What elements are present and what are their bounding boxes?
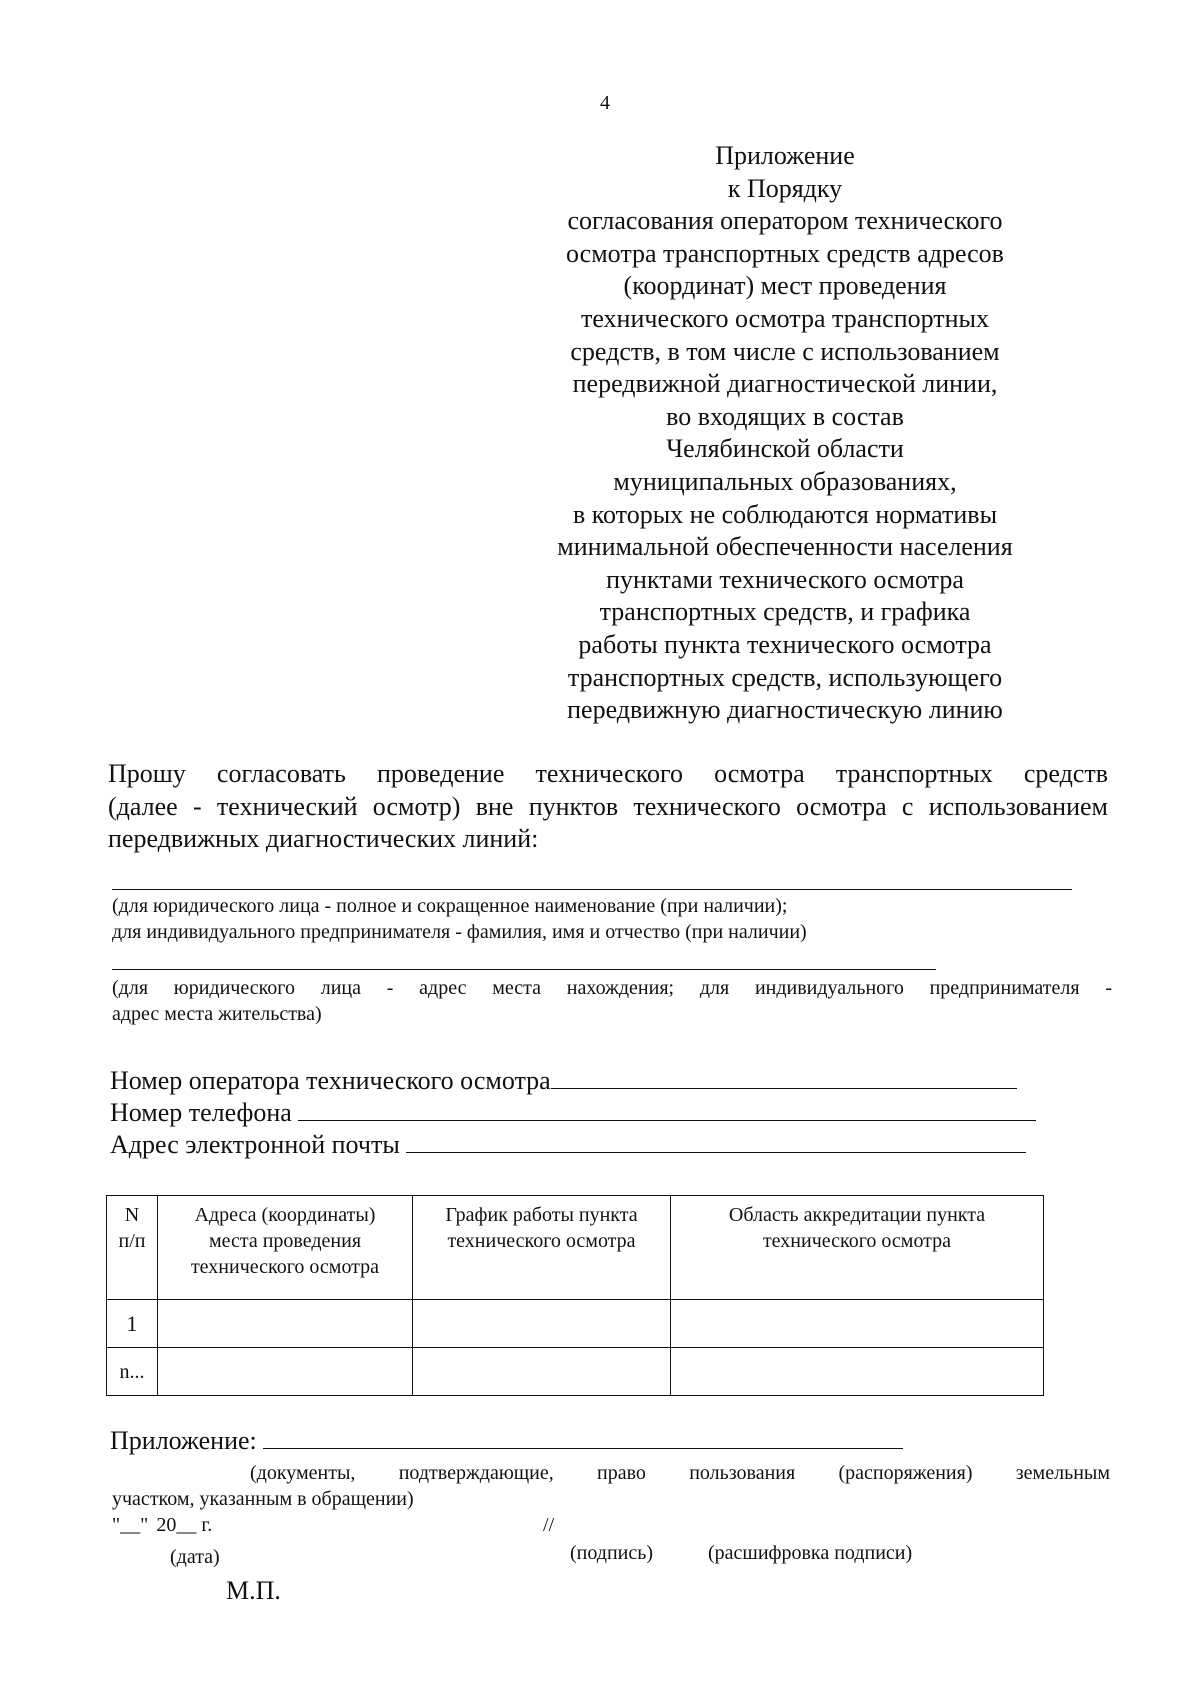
applicant-address-line[interactable] bbox=[112, 969, 936, 970]
year-text: 20__ г. bbox=[156, 1514, 213, 1536]
table-cell[interactable] bbox=[413, 1348, 671, 1396]
appendix-line: Приложение bbox=[715, 141, 855, 170]
appendix-line: (координат) мест проведения bbox=[623, 271, 947, 301]
email-field bbox=[110, 1130, 1026, 1160]
operator-number-label: Номер оператора технического осмотра bbox=[110, 1066, 551, 1095]
request-line: (далее - технический осмотр) вне пунктов технического осмотра с использованием bbox=[108, 791, 1108, 821]
table-row bbox=[107, 1348, 1044, 1396]
appendix-line: муниципальных образованиях, bbox=[613, 466, 957, 496]
table-cell: n... bbox=[107, 1348, 158, 1396]
attachment-label: Приложение: bbox=[110, 1426, 257, 1455]
appendix-line: технического осмотра транспортных bbox=[580, 303, 990, 333]
signature-label: (подпись) bbox=[570, 1542, 654, 1564]
table-cell[interactable] bbox=[413, 1300, 671, 1348]
table-row bbox=[107, 1300, 1044, 1348]
request-line: Прошу согласовать проведение технического осмотра транспортных средств bbox=[108, 759, 1108, 788]
phone-field bbox=[110, 1098, 1036, 1128]
appendix-line: в которых не соблюдаются нормативы bbox=[572, 499, 998, 529]
request-paragraph bbox=[108, 758, 1108, 856]
applicant-name-hint: (для юридического лица - полное и сокращенное наименование (при наличии); для индивидуального предпринимателя - фамилия, имя и отчество (при наличии) bbox=[112, 895, 807, 943]
table-header-cell: Адреса (координаты) места проведения технического осмотра bbox=[158, 1196, 413, 1300]
stamp-place: М.П. bbox=[226, 1576, 281, 1605]
date-field[interactable] bbox=[112, 1514, 212, 1537]
appendix-line: пунктами технического осмотра bbox=[606, 564, 964, 594]
appendix-line: работы пункта технического осмотра bbox=[578, 629, 992, 659]
email-label: Адрес электронной почты bbox=[110, 1130, 400, 1159]
appendix-line: согласования оператором технического bbox=[567, 206, 1003, 236]
operator-number-field bbox=[110, 1066, 1017, 1096]
signature-field bbox=[543, 1514, 554, 1537]
table-cell[interactable] bbox=[158, 1300, 413, 1348]
request-line: передвижных диагностических линий: bbox=[108, 824, 539, 853]
attachment-hint-line1: (документы, подтверждающие, право пользования (распоряжения) земельным bbox=[250, 1462, 1110, 1484]
appendix-header bbox=[540, 140, 1030, 727]
appendix-line: средств, в том числе с использованием bbox=[570, 336, 1000, 366]
appendix-line: Челябинской области bbox=[666, 434, 904, 464]
attachment-hint-line2: участком, указанным в обращении) bbox=[112, 1488, 414, 1510]
appendix-line: передвижной диагностической линии, bbox=[572, 369, 998, 399]
table-header-row bbox=[107, 1196, 1044, 1300]
appendix-line: к Порядку bbox=[727, 173, 843, 203]
table-cell: 1 bbox=[107, 1300, 158, 1348]
signature-slash-end: / bbox=[548, 1514, 555, 1536]
email-input[interactable] bbox=[406, 1132, 1026, 1153]
appendix-line: во входящих в состав bbox=[666, 401, 904, 431]
table-cell[interactable] bbox=[671, 1348, 1044, 1396]
table-cell[interactable] bbox=[158, 1348, 413, 1396]
appendix-line: транспортных средств, и графика bbox=[599, 597, 971, 627]
table-header-cell: График работы пункта технического осмотра bbox=[413, 1196, 671, 1300]
phone-input[interactable] bbox=[298, 1100, 1036, 1121]
attachment-field bbox=[110, 1426, 903, 1456]
appendix-line: минимальной обеспеченности населения bbox=[557, 532, 1013, 562]
appendix-line: транспортных средств, использующего bbox=[567, 662, 1003, 692]
appendix-line: передвижную диагностическую линию bbox=[567, 695, 1003, 725]
signature-slash: / bbox=[543, 1514, 549, 1536]
points-table bbox=[106, 1195, 1044, 1396]
table-header-cell: Область аккредитации пункта технического осмотра bbox=[671, 1196, 1044, 1300]
applicant-name-line[interactable] bbox=[112, 889, 1072, 890]
applicant-address-hint: (для юридического лица - адрес места нахождения; для индивидуального предпринимателя - адрес места жительства) bbox=[112, 977, 1112, 1025]
signature-decode-label: (расшифровка подписи) bbox=[708, 1542, 913, 1564]
page-number: 4 bbox=[600, 92, 610, 114]
date-prefix: "__" bbox=[112, 1514, 149, 1536]
table-header-cell: N п/п bbox=[107, 1196, 158, 1300]
appendix-line: осмотра транспортных средств адресов bbox=[566, 238, 1004, 268]
attachment-input[interactable] bbox=[263, 1428, 903, 1449]
phone-label: Номер телефона bbox=[110, 1098, 292, 1127]
date-label: (дата) bbox=[170, 1546, 220, 1568]
operator-number-input[interactable] bbox=[551, 1068, 1017, 1089]
table-cell[interactable] bbox=[671, 1300, 1044, 1348]
